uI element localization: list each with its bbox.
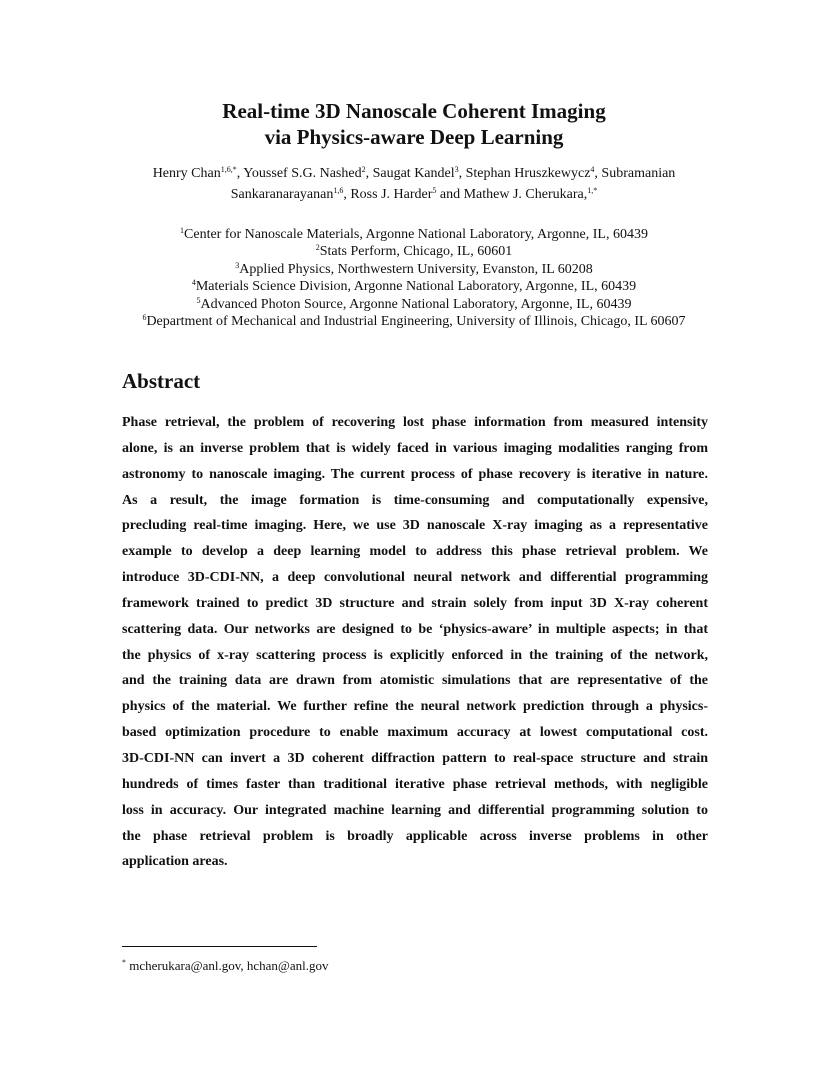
affiliation-marker: 6 <box>142 313 147 323</box>
affiliation-marker: 2 <box>315 243 320 253</box>
author-separator: , <box>236 166 244 181</box>
affiliation-text: Stats Perform, Chicago, IL, 60601 <box>319 244 513 260</box>
footnote-rule <box>122 946 317 947</box>
footnote-emails: mcherukara@anl.gov, hchan@anl.gov <box>129 958 329 973</box>
abstract-line: Phase retrieval, the problem of recovering lost phase information from measured intensity <box>122 415 708 430</box>
abstract-line: As a result, the image formation is time-consuming and computationally expensive, <box>122 492 708 508</box>
abstract-line: the phase retrieval problem is broadly applicable across inverse problems in other <box>122 828 708 844</box>
affiliation-text: Department of Mechanical and Industrial Engineering, University of Illinois, Chicago, IL 60607 <box>146 314 686 330</box>
affiliation-line <box>80 243 748 260</box>
author-name: Youssef S.G. Nashed <box>243 166 362 181</box>
author-affiliation-marker: 4 <box>590 165 595 174</box>
abstract-line: precluding real-time imaging. Here, we use 3D nanoscale X-ray imaging as a representative <box>122 518 708 534</box>
abstract-line: astronomy to nanoscale imaging. The current process of phase recovery is iterative in nature. <box>122 466 708 482</box>
abstract-line: 3D-CDI-NN can invert a 3D coherent diffraction pattern to real-space structure and strain <box>122 750 708 766</box>
affiliation-marker: 5 <box>196 295 201 305</box>
abstract-heading: Abstract <box>122 369 201 393</box>
affiliation-marker: 3 <box>235 260 240 270</box>
affiliation-line <box>80 226 748 243</box>
author-separator: , <box>458 166 466 181</box>
author-name: Ross J. Harder <box>350 187 433 202</box>
affiliation-line <box>80 278 748 295</box>
author-name: Mathew J. Cherukara, <box>463 187 588 202</box>
abstract-line: hundreds of times faster than traditional iterative phase retrieval methods, with negligible <box>122 776 708 792</box>
author-affiliation-marker: 1,6,* <box>220 165 237 174</box>
affiliation-text: Advanced Photon Source, Argonne National Laboratory, Argonne, IL, 60439 <box>200 296 632 312</box>
affiliation-line <box>80 313 748 330</box>
author-affiliation-marker: 1,* <box>587 186 598 195</box>
affiliation-line <box>80 296 748 313</box>
abstract-body <box>122 410 708 875</box>
paper-title <box>0 98 828 150</box>
affiliation-marker: 1 <box>180 226 185 235</box>
abstract-line: alone, is an inverse problem that is widely faced in various imaging modalities ranging from <box>122 440 708 456</box>
abstract-line: physics of the material. We further refine the neural network prediction through a physics- <box>122 699 708 715</box>
affiliation-list <box>80 226 748 330</box>
abstract-line: application areas. <box>122 854 228 870</box>
author-list <box>110 163 718 205</box>
footnote <box>122 958 329 974</box>
author-name: Stephan Hruszkewycz <box>465 166 591 181</box>
affiliation-text: Center for Nanoscale Materials, Argonne National Laboratory, Argonne, IL, 60439 <box>184 227 648 242</box>
affiliation-text: Materials Science Division, Argonne National Laboratory, Argonne, IL, 60439 <box>195 279 637 295</box>
abstract-line: example to develop a deep learning model to address this phase retrieval problem. We <box>122 544 708 560</box>
author-separator: and <box>436 187 464 202</box>
author-affiliation-marker: 2 <box>361 165 366 174</box>
abstract-line: framework trained to predict 3D structure and strain solely from input 3D X-ray coherent <box>122 595 708 611</box>
author-name: Henry Chan <box>152 166 221 181</box>
author-affiliation-marker: 1,6 <box>333 186 344 195</box>
author-separator: , <box>594 166 602 181</box>
author-separator: , <box>365 166 373 181</box>
author-affiliation-marker: 3 <box>454 165 459 174</box>
title-line-2: via Physics-aware Deep Learning <box>264 125 564 149</box>
author-affiliation-marker: 5 <box>432 186 437 195</box>
author-separator: , <box>343 187 351 202</box>
abstract-line: the physics of x-ray scattering process is explicitly enforced in the training of the network, <box>122 647 708 663</box>
title-line-1: Real-time 3D Nanoscale Coherent Imaging <box>222 99 606 123</box>
affiliation-text: Applied Physics, Northwestern University, Evanston, IL 60208 <box>239 261 593 277</box>
abstract-line: based optimization procedure to enable maximum accuracy at lowest computational cost. <box>122 725 708 741</box>
affiliation-line <box>80 261 748 278</box>
abstract-line: and the training data are drawn from atomistic simulations that are representative of the <box>122 673 708 689</box>
affiliation-marker: 4 <box>191 278 196 288</box>
author-name: Subramanian Sankaranarayanan <box>230 166 676 202</box>
abstract-line: scattering data. Our networks are designed to be ‘physics-aware’ in multiple aspects; in that <box>122 621 708 637</box>
abstract-line: introduce 3D-CDI-NN, a deep convolutional neural network and differential programming <box>122 570 708 586</box>
footnote-marker: * <box>122 958 126 967</box>
author-name: Saugat Kandel <box>372 166 455 181</box>
abstract-line: loss in accuracy. Our integrated machine learning and differential programming solution to <box>122 802 708 818</box>
